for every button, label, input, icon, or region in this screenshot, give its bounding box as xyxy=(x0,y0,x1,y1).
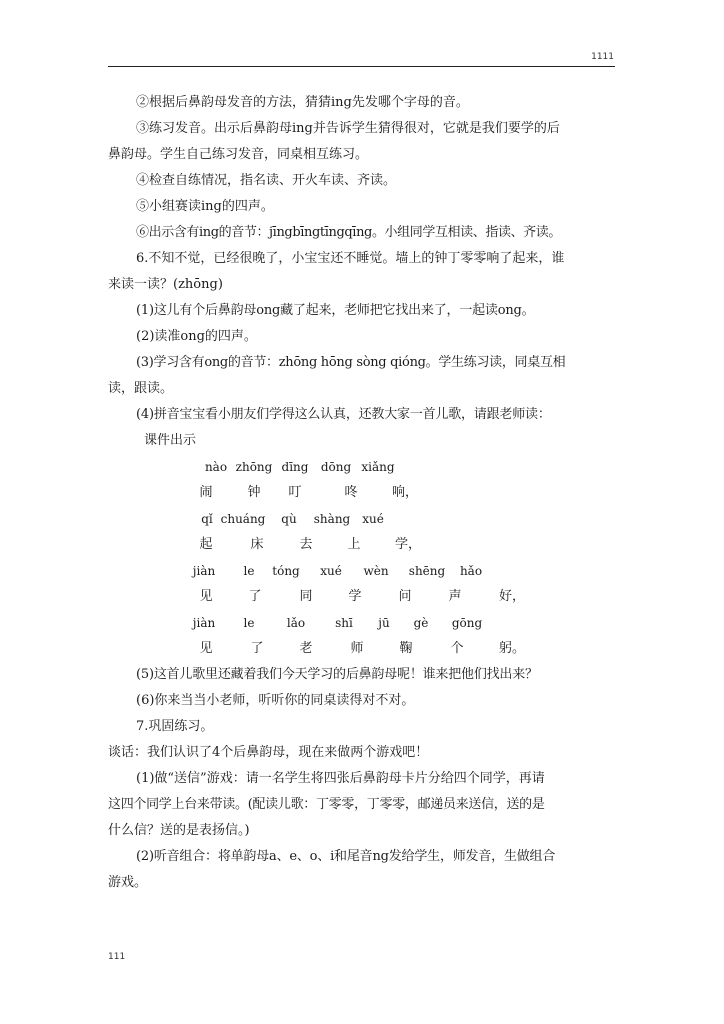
poem-character: 个 xyxy=(450,641,464,656)
poem-pinyin-row xyxy=(108,454,615,480)
header-rule xyxy=(108,66,615,67)
poem-character: 叮 xyxy=(288,485,302,500)
paragraph: (2)听音组合：将单韵母a、e、o、i和尾音ng发给学生，师发音，生做组合 xyxy=(136,849,556,864)
poem-character: 见 xyxy=(199,641,213,656)
pinyin-syllable: qǐ xyxy=(201,512,213,526)
header-page-number: 1111 xyxy=(591,52,614,62)
paragraph: ③练习发音。出示后鼻韵母ing并告诉学生猜得很对，它就是我们要学的后 xyxy=(136,121,560,136)
paragraph: ⑤小组赛读ing的四声。 xyxy=(136,199,274,214)
pinyin-syllable: jiàn xyxy=(192,616,216,630)
poem-character: 老 xyxy=(299,641,313,656)
poem-character: 躬。 xyxy=(498,641,526,656)
pinyin-syllable: gōng xyxy=(451,616,483,630)
paragraph: ②根据后鼻韵母发音的方法，猜猜ing先发哪个字母的音。 xyxy=(136,95,469,110)
paragraph: 6.不知不觉，已经很晚了，小宝宝还不睡觉。墙上的钟丁零零响了起来，谁 xyxy=(136,251,565,266)
poem-character: 床 xyxy=(250,537,264,552)
pinyin-syllable: wèn xyxy=(363,564,389,578)
poem-character-row xyxy=(108,584,615,610)
poem-character: 好， xyxy=(498,589,526,604)
pinyin-syllable: lǎo xyxy=(286,616,306,630)
paragraph-continuation: 来读一读？(zhōng) xyxy=(108,277,223,292)
pinyin-syllable: xué xyxy=(362,512,384,526)
paragraph: (3)学习含有ong的音节：zhōng hōng sòng qióng。学生练习读，同桌互相 xyxy=(136,355,566,370)
courseware-label: 课件出示 xyxy=(144,433,197,448)
paragraph-continuation: 什么信？送的是表扬信。) xyxy=(108,823,250,838)
footer-page-number: 111 xyxy=(108,952,126,962)
poem-character: 见 xyxy=(199,589,213,604)
poem-character-row xyxy=(108,636,615,662)
pinyin-syllable: dōng xyxy=(320,460,352,474)
document-body xyxy=(108,90,615,896)
poem-pinyin-row xyxy=(108,558,615,584)
poem-character: 响， xyxy=(391,485,419,500)
paragraph-continuation: 鼻韵母。学生自己练习发音，同桌相互练习。 xyxy=(108,147,369,162)
pinyin-syllable: gè xyxy=(413,616,429,630)
pinyin-syllable: shī xyxy=(335,616,353,630)
paragraph: (1)做“送信”游戏：请一名学生将四张后鼻韵母卡片分给四个同学，再请 xyxy=(136,771,545,786)
paragraph-continuation: 这四个同学上台来带读。(配读儿歌：丁零零，丁零零，邮递员来送信，送的是 xyxy=(108,797,545,812)
pinyin-syllable: qù xyxy=(281,512,297,526)
pinyin-syllable: chuáng xyxy=(220,512,266,526)
pinyin-syllable: le xyxy=(243,564,255,578)
poem-character: 问 xyxy=(398,589,412,604)
poem-character: 同 xyxy=(299,589,313,604)
paragraph: (6)你来当当小老师，听听你的同桌读得对不对。 xyxy=(136,693,415,708)
poem-character: 声 xyxy=(448,589,462,604)
poem-character: 鞠 xyxy=(399,641,413,656)
poem-character-row xyxy=(108,480,615,506)
paragraph: (4)拼音宝宝看小朋友们学得这么认真，还教大家一首儿歌，请跟老师读： xyxy=(136,407,551,422)
pinyin-syllable: shàng xyxy=(313,512,351,526)
poem-character: 了 xyxy=(248,589,262,604)
poem-character: 钟 xyxy=(247,485,261,500)
paragraph: 7.巩固练习。 xyxy=(136,719,214,734)
poem-character: 师 xyxy=(350,641,364,656)
pinyin-syllable: shēng xyxy=(408,564,446,578)
pinyin-syllable: dīng xyxy=(281,460,309,474)
paragraph: 谈话：我们认识了4个后鼻韵母，现在来做两个游戏吧！ xyxy=(108,745,429,760)
poem-block xyxy=(108,454,615,662)
paragraph: ⑥出示含有ing的音节：jīngbīngtīngqīng。小组同学互相读、指读、齐读。 xyxy=(136,225,561,240)
poem-character: 了 xyxy=(250,641,264,656)
pinyin-syllable: zhōng xyxy=(235,460,273,474)
paragraph: ④检查自练情况，指名读、开火车读、齐读。 xyxy=(136,173,397,188)
paragraph: (2)读准ong的四声。 xyxy=(136,329,257,344)
pinyin-syllable: jū xyxy=(378,616,390,630)
pinyin-syllable: tóng xyxy=(272,564,300,578)
pinyin-syllable: xiǎng xyxy=(361,460,395,474)
poem-character: 学 xyxy=(348,589,362,604)
pinyin-syllable: jiàn xyxy=(192,564,216,578)
poem-character: 上 xyxy=(347,537,361,552)
pinyin-syllable: le xyxy=(243,616,255,630)
poem-pinyin-row xyxy=(108,506,615,532)
poem-character: 起 xyxy=(199,537,213,552)
poem-character: 咚 xyxy=(344,485,358,500)
poem-character-row xyxy=(108,532,615,558)
paragraph: (5)这首儿歌里还藏着我们今天学习的后鼻韵母呢！谁来把他们找出来？ xyxy=(136,667,538,682)
pinyin-syllable: xué xyxy=(320,564,342,578)
paragraph-continuation: 游戏。 xyxy=(108,875,148,890)
poem-character: 闹 xyxy=(199,485,213,500)
paragraph-continuation: 读，跟读。 xyxy=(108,381,174,396)
poem-character: 学， xyxy=(394,537,422,552)
poem-pinyin-row xyxy=(108,610,615,636)
poem-character: 去 xyxy=(299,537,313,552)
pinyin-syllable: hǎo xyxy=(459,564,483,578)
paragraph: (1)这儿有个后鼻韵母ong藏了起来，老师把它找出来了，一起读ong。 xyxy=(136,303,535,318)
pinyin-syllable: nào xyxy=(204,460,228,474)
